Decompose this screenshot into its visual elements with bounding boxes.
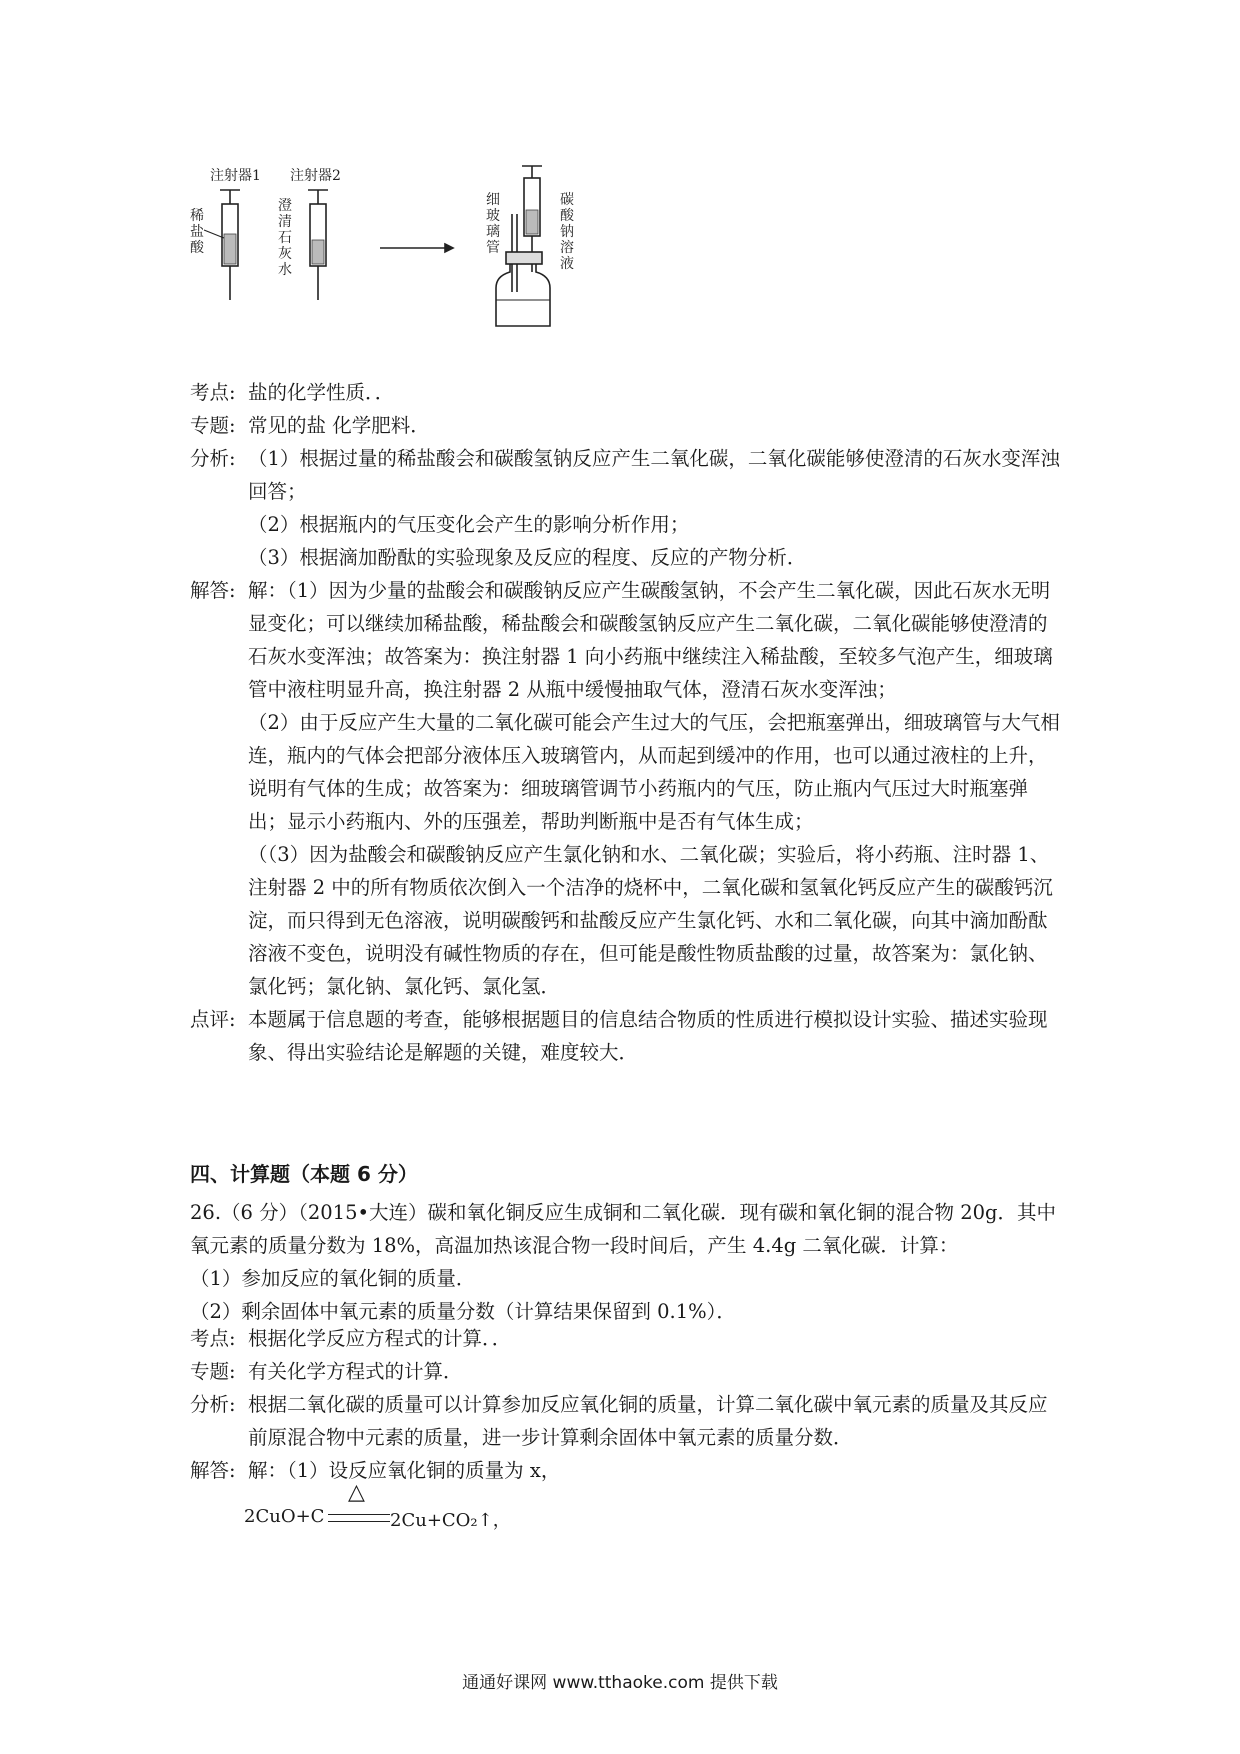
limewater-label-3: 石 bbox=[278, 230, 292, 246]
syringe1-label: 注射器1 bbox=[210, 168, 261, 184]
q25-solution bbox=[190, 376, 1060, 1069]
zhuanti-label: 专题: bbox=[190, 414, 236, 437]
q26-jieda-label: 解答: bbox=[190, 1459, 236, 1482]
na2co3-label-5: 液 bbox=[560, 256, 574, 272]
page-footer: 通通好课网 www.tthaoke.com 提供下载 bbox=[462, 1673, 778, 1693]
heat-condition-icon: △ bbox=[348, 1480, 365, 1505]
arrow-icon bbox=[380, 244, 453, 252]
equation-equals-sign bbox=[328, 1514, 390, 1522]
q25-zhuanti bbox=[190, 409, 1060, 442]
experiment-figure bbox=[190, 160, 670, 330]
kaodian-text: 盐的化学性质．． bbox=[248, 381, 395, 404]
q26-jieda-text: 解：（1）设反应氧化铜的质量为 x， bbox=[248, 1459, 561, 1482]
q26-sub2: （2）剩余固体中氧元素的质量分数（计算结果保留到 0.1%）． bbox=[190, 1300, 736, 1323]
glass-tube-label-2: 玻 bbox=[486, 208, 500, 224]
chemical-equation bbox=[244, 1480, 544, 1536]
limewater-label-2: 清 bbox=[278, 214, 292, 230]
limewater-label-5: 水 bbox=[278, 262, 292, 278]
section4-title: 四、计算题（本题 6 分） bbox=[190, 1162, 418, 1186]
fenxi-label: 分析: bbox=[190, 447, 236, 470]
syringe2-label: 注射器2 bbox=[290, 168, 341, 184]
hcl-label-1: 稀 bbox=[190, 208, 204, 224]
dianping-text: 本题属于信息题的考查，能够根据题目的信息结合物质的性质进行模拟设计实验、描述实验现象、得出实验结论是解题的关键，难度较大． bbox=[248, 1008, 1048, 1064]
q25-dianping bbox=[190, 1003, 1060, 1069]
zhuanti-text: 常见的盐 化学肥料． bbox=[248, 414, 430, 437]
na2co3-label-1: 碳 bbox=[560, 192, 574, 208]
q26-kaodian-label: 考点: bbox=[190, 1327, 236, 1350]
glass-tube-label-3: 璃 bbox=[486, 224, 500, 240]
equation-products: 2Cu+CO₂↑， bbox=[390, 1510, 511, 1531]
q26-kaodian-text: 根据化学反应方程式的计算．． bbox=[248, 1327, 512, 1350]
glass-tube-label-4: 管 bbox=[486, 240, 500, 256]
jieda-para-2: （2）由于反应产生大量的二氧化碳可能会产生过大的气压，会把瓶塞弹出，细玻璃管与大气相连，瓶内的气体会把部分液体压入玻璃管内，从而起到缓冲的作用，也可以通过液柱的上升，说明有气体的生成；故答案为：细玻璃管调节小药瓶内的气压，防止瓶内气压过大时瓶塞弹出；显示小药瓶内、外的压强差，帮助判断瓶中是否有气体生成； bbox=[248, 711, 1060, 833]
na2co3-label-2: 酸 bbox=[560, 208, 574, 224]
q25-jieda bbox=[190, 574, 1060, 706]
jieda-label: 解答: bbox=[190, 579, 236, 602]
q26-fenxi-label: 分析: bbox=[190, 1393, 236, 1416]
jieda-para-3: （（3）因为盐酸会和碳酸钠反应产生氯化钠和水、二氧化碳；实验后，将小药瓶、注时器 1、注射器 2 中的所有物质依次倒入一个洁净的烧杯中，二氧化碳和氢氧化钙反应产生的碳酸钙沉淀，而只得到无色溶液，说明碳酸钙和盐酸反应产生氯化钙、水和二氧化碳，向其中滴加酚酞溶液不变色，说明没有碱性物质的存在，但可能是酸性物质盐酸的过量，故答案为：氯化钠、氯化钙；氯化钠、氯化钙、氯化氢． bbox=[248, 843, 1053, 998]
q26-sub1: （1）参加反应的氧化铜的质量． bbox=[190, 1267, 476, 1290]
na2co3-label-4: 溶 bbox=[560, 240, 574, 256]
q25-fenxi bbox=[190, 442, 1060, 508]
fenxi-para-2: （2）根据瓶内的气压变化会产生的影响分析作用； bbox=[248, 513, 690, 536]
equation-reactants: 2CuO+C bbox=[244, 1506, 325, 1527]
hcl-label-2: 盐 bbox=[190, 224, 204, 240]
kaodian-label: 考点: bbox=[190, 381, 236, 404]
q26-zhuanti-text: 有关化学方程式的计算． bbox=[248, 1360, 463, 1383]
limewater-label-4: 灰 bbox=[278, 246, 292, 262]
na2co3-label-3: 钠 bbox=[560, 224, 574, 240]
q26-zhuanti bbox=[190, 1355, 1060, 1388]
q26-solution bbox=[190, 1322, 1060, 1487]
syringe2-icon bbox=[308, 190, 328, 300]
q26-stem: 26.（6 分）（2015•大连）碳和氧化铜反应生成铜和二氧化碳．现有碳和氧化铜的混合物 20g．其中氧元素的质量分数为 18%，高温加热该混合物一段时间后，产生 4.4g 二氧化碳．计算： bbox=[190, 1201, 1056, 1257]
fenxi-para-3: （3）根据滴加酚酞的实验现象及反应的程度、反应的产物分析． bbox=[248, 546, 807, 569]
apparatus-diagram bbox=[190, 160, 670, 330]
q26-zhuanti-label: 专题: bbox=[190, 1360, 236, 1383]
q26-fenxi bbox=[190, 1388, 1060, 1454]
jieda-para-1: 解：（1）因为少量的盐酸会和碳酸钠反应产生碳酸氢钠，不会产生二氧化碳，因此石灰水无明显变化；可以继续加稀盐酸，稀盐酸会和碳酸氢钠反应产生二氧化碳，二氧化碳能够使澄清的石灰水变浑浊；故答案为：换注射器 1 向小药瓶中继续注入稀盐酸，至较多气泡产生，细玻璃管中液柱明显升高，换注射器 2 从瓶中缓慢抽取气体，澄清石灰水变浑浊； bbox=[248, 579, 1053, 701]
syringe1-icon bbox=[220, 190, 240, 300]
limewater-label-1: 澄 bbox=[278, 198, 292, 214]
q26-kaodian bbox=[190, 1322, 1060, 1355]
hcl-label-3: 酸 bbox=[190, 240, 204, 256]
q26-fenxi-text: 根据二氧化碳的质量可以计算参加反应氧化铜的质量，计算二氧化碳中氧元素的质量及其反应前原混合物中元素的质量，进一步计算剩余固体中氧元素的质量分数． bbox=[248, 1393, 1048, 1449]
q25-kaodian bbox=[190, 376, 1060, 409]
bottle-apparatus-icon bbox=[496, 166, 550, 326]
q26-question bbox=[190, 1196, 1060, 1328]
dianping-label: 点评: bbox=[190, 1008, 236, 1031]
fenxi-para-1: （1）根据过量的稀盐酸会和碳酸氢钠反应产生二氧化碳，二氧化碳能够使澄清的石灰水变浑浊回答； bbox=[248, 447, 1060, 503]
glass-tube-label-1: 细 bbox=[486, 192, 500, 208]
